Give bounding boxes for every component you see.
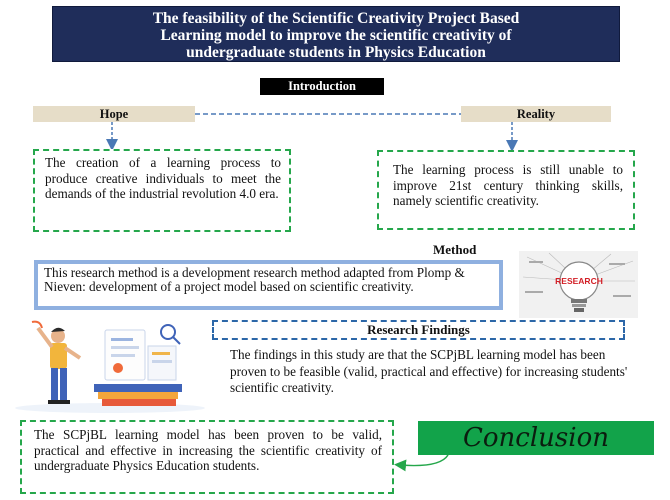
reality-text: The learning process is still unable to improve 21st century thinking skills, namely scientific creativity. <box>393 162 623 208</box>
hope-label: Hope <box>33 106 195 122</box>
reality-text-box <box>377 150 635 230</box>
reality-label: Reality <box>461 106 611 122</box>
research-lightbulb-image <box>519 251 638 318</box>
person-learning-illustration <box>10 318 210 414</box>
conclusion-text: The SCPjBL learning model has been proven to be valid, practical and effective in increasing the scientific creativity of undergraduate Physics Education students. <box>34 427 382 473</box>
conclusion-arrow <box>400 455 448 466</box>
method-heading: Method <box>433 242 477 257</box>
title-line-3: undergraduate students in Physics Education <box>186 44 486 61</box>
hope-text-box <box>33 149 291 232</box>
method-text-box <box>34 260 503 310</box>
findings-text: The findings in this study are that the SCPjBL learning model has been proven to be feasible (valid, practical and effective) for increasing students' scientific creativity. <box>230 347 628 395</box>
poster-title <box>52 6 620 62</box>
title-line-1: The feasibility of the Scientific Creativity Project Based <box>152 10 520 27</box>
research-word: RESEARCH <box>555 276 603 286</box>
conclusion-badge: Conclusion <box>418 421 654 455</box>
findings-heading: Research Findings <box>212 320 625 340</box>
hope-text: The creation of a learning process to produce creative individuals to meet the demands of the industrial revolution 4.0 era. <box>45 155 281 201</box>
title-line-2: Learning model to improve the scientific creativity of <box>160 27 512 44</box>
method-text: This research method is a development research method adapted from Plomp & Nieven: development of a project model based on scientific creativity. <box>44 265 465 294</box>
conclusion-text-box <box>20 420 394 494</box>
introduction-heading: Introduction <box>260 78 384 95</box>
